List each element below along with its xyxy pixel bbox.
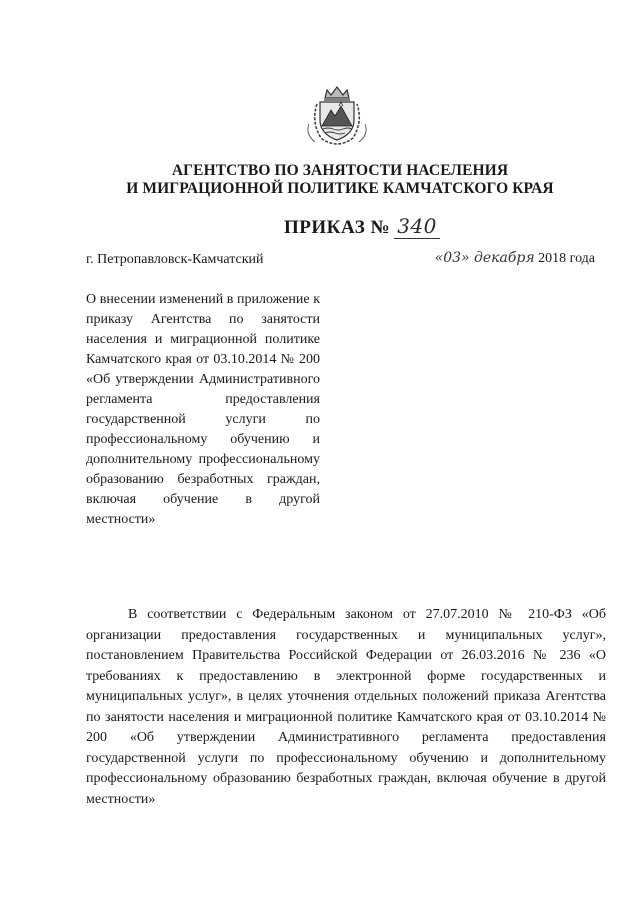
order-subject: О внесении изменений в приложение к приказу Агентства по занятости населения и миграционной политике Камчатского края от 03.10.2014 № 200 «Об утверждении Административного регламента предоставления государственной услуги по профессиональному обучению и дополнительному профессиональному образованию безработных граждан, включая обучение в другой местности»: [86, 292, 320, 527]
agency-name-line2: И МИГРАЦИОННОЙ ПОЛИТИКЕ КАМЧАТСКОГО КРАЯ: [126, 180, 554, 197]
order-date-day: «03» декабря: [434, 250, 535, 266]
agency-name-line1: АГЕНТСТВО ПО ЗАНЯТОСТИ НАСЕЛЕНИЯ: [171, 162, 509, 179]
order-number: 340: [394, 214, 440, 239]
order-label: ПРИКАЗ №: [284, 217, 391, 238]
order-heading: [284, 214, 440, 239]
order-date: [435, 250, 595, 267]
order-date-year: 2018 года: [538, 251, 595, 266]
city-line: г. Петропавловск-Камчатский: [86, 252, 264, 267]
body-paragraph: В соответствии с Федеральным законом от 27.07.2010 № 210-ФЗ «Об организации предоставления государственных и муниципальных услуг», постановлением Правительства Российской Федерации от 26.03.2016 № 236 «О требованиях к предоставлению в электронной форме государственных и муниципальных услуг», в целях уточнения отдельных положений приказа Агентства по занятости населения и миграционной политике Камчатского края от 03.10.2014 № 200 «Об утверждении Административного регламента предоставления государственной услуги по профессиональному обучению и дополнительному профессиональному образованию безработных граждан, включая обучение в другой местности»: [86, 607, 606, 807]
kamchatka-coat-of-arms-icon: [295, 84, 379, 146]
